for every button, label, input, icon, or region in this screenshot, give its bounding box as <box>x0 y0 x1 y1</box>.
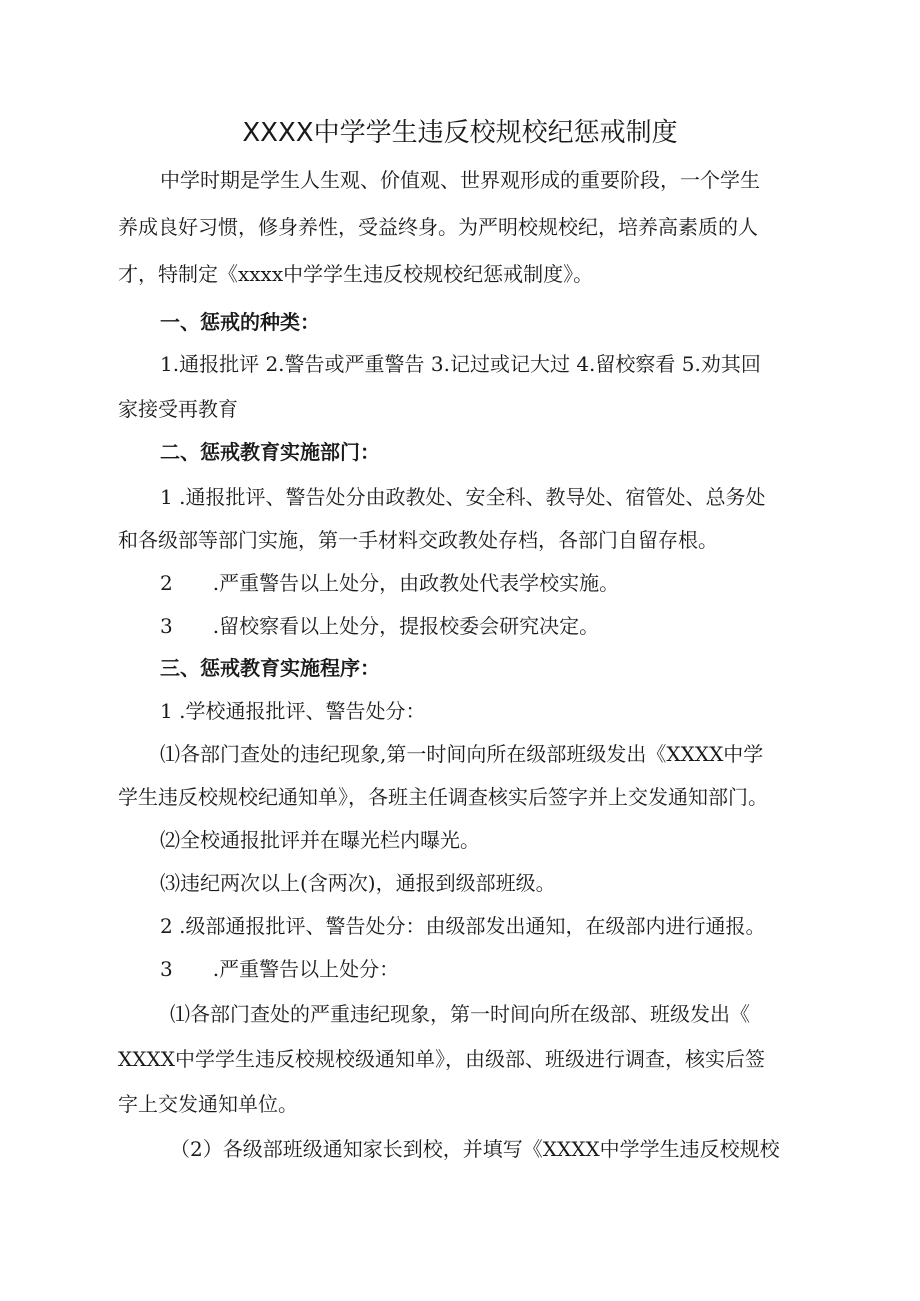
section3-p3-1-line-1: ⑴各部门查处的严重违纪现象，第一时间向所在级部、班级发出《 <box>170 1002 750 1026</box>
intro-line-3: 才，特制定《xxxx中学学生违反校规校纪惩戒制度》。 <box>118 262 594 286</box>
section3-p1-1-line-2: 学生违反校规校纪通知单》，各班主任调查核实后签字并上交发通知部门。 <box>118 785 768 809</box>
section-heading-2: 二、惩戒教育实施部门： <box>160 440 380 464</box>
intro-line-1: 中学时期是学生人生观、价值观、世界观形成的重要阶段，一个学生 <box>160 168 760 192</box>
section3-p1: 1 .学校通报批评、警告处分： <box>160 699 426 723</box>
section2-item1-line-1: 1 .通报批评、警告处分由政教处、安全科、教导处、宿管处、总务处 <box>160 485 766 509</box>
section3-p1-3: ⑶违纪两次以上(含两次)，通报到级部班级。 <box>160 871 556 895</box>
section1-line-1: 1.通报批评 2.警告或严重警告 3.记过或记大过 4.留校察看 5.劝其回 <box>160 352 761 376</box>
section3-p1-2: ⑵全校通报批评并在曝光栏内曝光。 <box>160 828 480 852</box>
section2-item1-line-2: 和各级部等部门实施，第一手材料交政教处存档，各部门自留存根。 <box>118 528 718 552</box>
section3-p2: 2 .级部通报批评、警告处分：由级部发出通知，在级部内进行通报。 <box>160 914 766 938</box>
section3-p3: 3 .严重警告以上处分： <box>160 957 400 981</box>
section-heading-1: 一、惩戒的种类： <box>160 310 320 334</box>
section2-item3: 3 .留校察看以上处分，提报校委会研究决定。 <box>160 614 600 638</box>
intro-line-2: 养成良好习惯，修身养性，受益终身。为严明校规校纪，培养高素质的人 <box>118 215 758 239</box>
section3-p1-1-line-1: ⑴各部门查处的违纪现象,第一时间向所在级部班级发出《XXXX中学 <box>160 742 764 766</box>
section-heading-3: 三、惩戒教育实施程序： <box>160 656 380 680</box>
document-title: XXXX中学学生违反校规校纪惩戒制度 <box>242 118 678 148</box>
section3-p3-2: （2）各级部班级通知家长到校，并填写《XXXX中学学生违反校规校 <box>170 1137 780 1161</box>
section3-p3-1-line-3: 字上交发通知单位。 <box>118 1092 298 1116</box>
section1-line-2: 家接受再教育 <box>118 397 238 421</box>
section2-item2: 2 .严重警告以上处分，由政教处代表学校实施。 <box>160 571 620 595</box>
section3-p3-1-line-2: XXXX中学学生违反校规校级通知单》，由级部、班级进行调查，核实后签 <box>118 1047 765 1071</box>
